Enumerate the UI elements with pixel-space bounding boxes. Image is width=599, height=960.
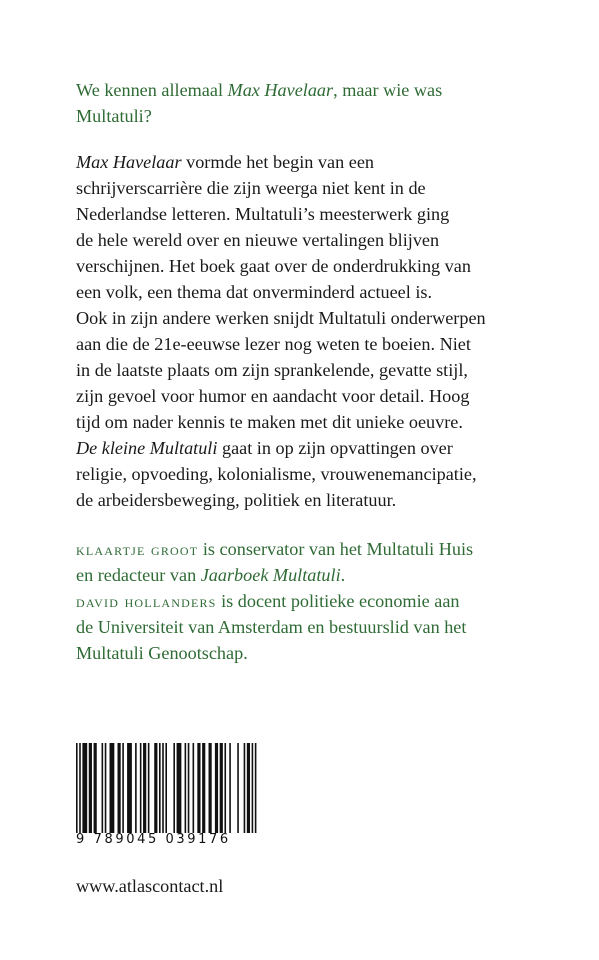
barcode-bar [94,743,97,833]
barcode-bar [220,743,223,833]
isbn-number: 9 789045 039176 [76,832,231,847]
author-bio-line [76,588,556,614]
barcode-bar [177,743,182,833]
author-name: david hollanders [76,592,217,611]
author-bio-text: is docent politieke economie aan [216,591,460,611]
headline-line [76,77,556,103]
barcode-bar [185,743,187,833]
barcode-bar [82,743,87,833]
barcode-bar [247,743,250,833]
book-title: De kleine Multatuli [76,438,218,458]
barcode-bar [135,743,137,833]
description-line: verschijnen. Het boek gaat over de onderdrukking van [76,256,471,276]
barcode-bar [224,743,226,833]
headline-book-title: Max Havelaar [227,80,334,100]
barcode-bar [209,743,212,833]
author-bio-text: en redacteur van [76,565,201,585]
description-line [76,435,556,461]
barcode-bar [122,743,124,833]
isbn-barcode [76,743,258,833]
barcode-bar [118,743,121,833]
barcode-bar [154,743,157,833]
barcode-bar [255,743,257,833]
description-line: in de laatste plaats om zijn sprankelende, gevatte stijl, [76,360,468,380]
description-line: Ook in zijn andere werken snijdt Multatuli onderwerpen [76,308,486,328]
description-line: Nederlandse letteren. Multatuli’s meesterwerk ging [76,204,450,224]
description-line: schrijverscarrière die zijn weerga niet kent in de [76,178,426,198]
barcode-bar [140,743,142,833]
description-line: religie, opvoeding, kolonialisme, vrouwenemancipatie, [76,464,477,484]
barcode-bar [237,743,239,833]
barcode-bar [159,743,161,833]
author-name: klaartje groot [76,540,199,559]
author-bio-line: Multatuli Genootschap. [76,643,248,663]
description-text: vormde het begin van een [181,152,374,172]
book-title: Max Havelaar [76,152,182,172]
description-line: de hele wereld over en nieuwe vertalingen blijven [76,230,440,250]
description-line: zijn gevoel voor humor en aandacht voor detail. Hoog [76,386,470,406]
barcode-bar [127,743,132,833]
barcode-bar [173,743,175,833]
barcode-bar [202,743,205,833]
author-bio-text: is conservator van het Multatuli Huis [198,539,474,559]
barcode-bar [102,743,104,833]
headline-line: Multatuli? [76,106,152,126]
publisher-website[interactable]: www.atlascontact.nl [76,876,224,896]
author-bio-line [76,536,556,562]
barcode-bar [165,743,167,833]
headline [76,77,556,129]
barcode-bar [89,743,92,833]
barcode-bar [215,743,218,833]
barcode-bar [229,743,231,833]
description-line [76,149,556,175]
headline-text: We kennen allemaal [76,80,228,100]
barcode-bar [148,743,150,833]
description-line: tijd om nader kennis te maken met dit unieke oeuvre. [76,412,463,432]
barcode-bar [79,743,81,833]
description [76,149,556,513]
description-line: de arbeidersbeweging, politiek en literatuur. [76,490,397,510]
description-text: gaat in op zijn opvattingen over [217,438,453,458]
description-line: aan die de 21e-eeuwse lezer nog weten te boeien. Niet [76,334,471,354]
barcode-bar [244,743,246,833]
barcode-bar [188,743,190,833]
author-bio-line [76,562,556,588]
barcode-bar [143,743,146,833]
barcode-bar [162,743,164,833]
description-line: een volk, een thema dat onverminderd actueel is. [76,282,433,302]
barcode-bar [105,743,107,833]
barcode-bar [252,743,254,833]
author-bio-line: de Universiteit van Amsterdam en bestuurslid van het [76,617,467,637]
barcode-bar [197,743,200,833]
barcode-bar [76,743,78,833]
headline-text: , maar wie was [333,80,443,100]
barcode-bar [193,743,195,833]
yearbook-title: Jaarboek Multatuli [200,565,341,585]
barcode-bar [110,743,115,833]
author-bios [76,536,556,666]
author-bio-text: . [340,565,346,585]
